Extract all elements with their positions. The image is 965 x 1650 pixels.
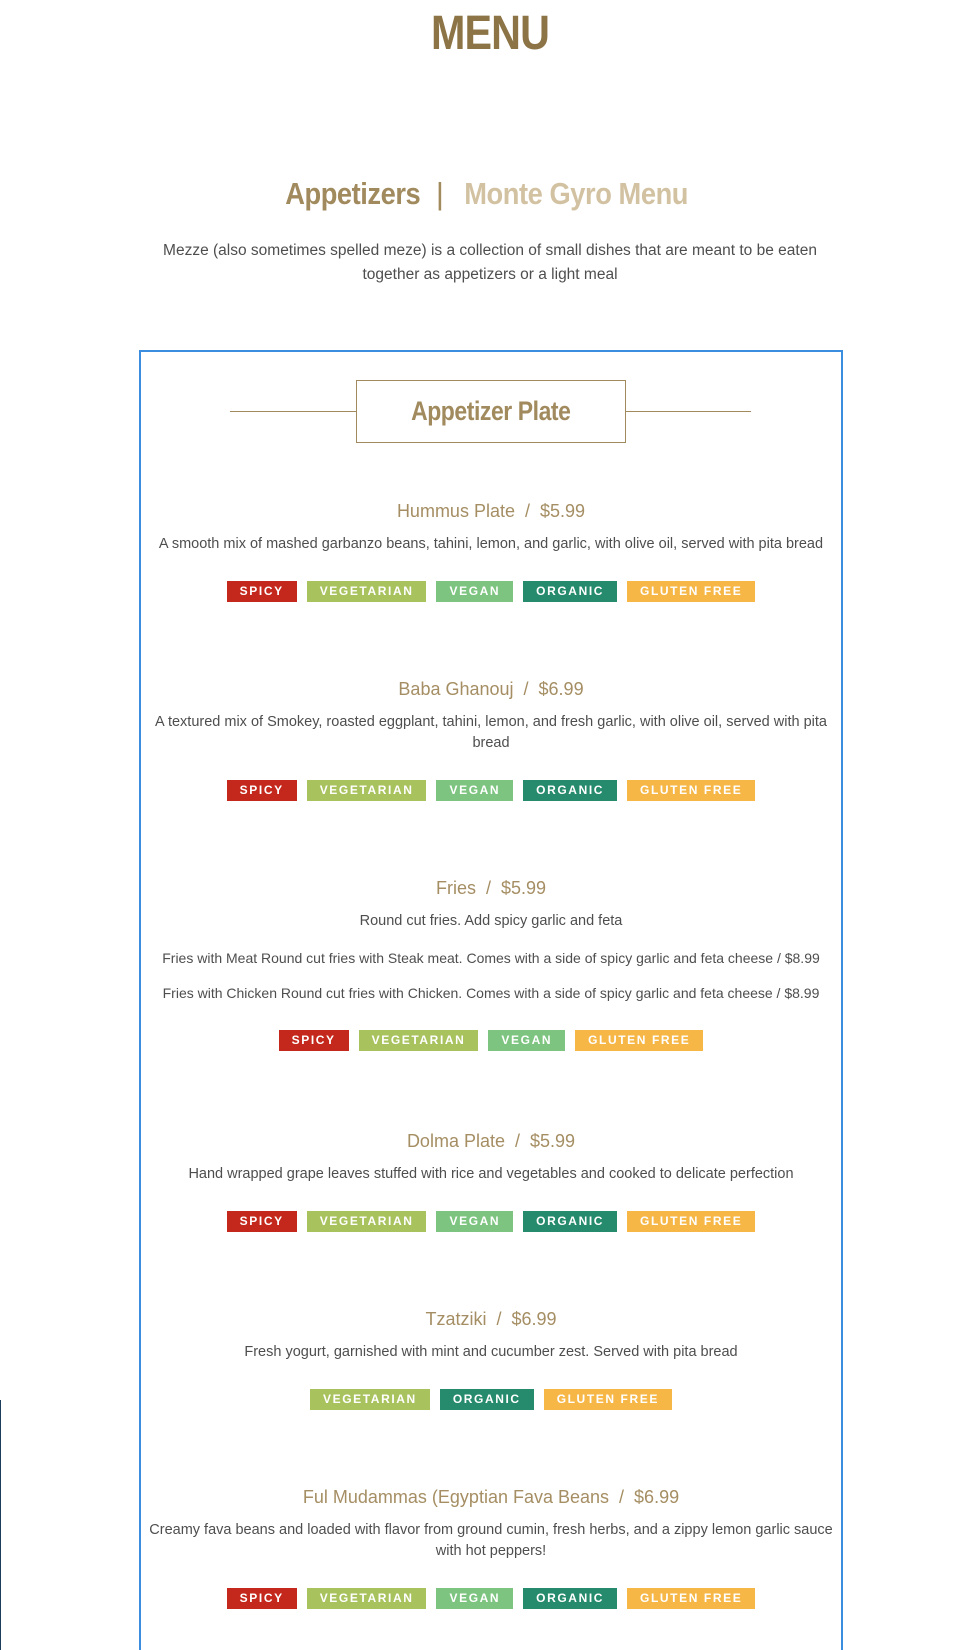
tag-spicy: SPICY	[227, 1588, 297, 1609]
menu-item-baba-ghanouj	[141, 677, 841, 801]
tag-gluten-free: GLUTEN FREE	[544, 1389, 672, 1410]
menu-item-dolma-plate	[141, 1129, 841, 1232]
plate-title: Appetizer Plate	[411, 396, 571, 426]
item-price: $6.99	[511, 1309, 557, 1329]
item-title	[141, 1307, 841, 1331]
item-price: $6.99	[538, 679, 584, 699]
item-description: Hand wrapped grape leaves stuffed with rice and vegetables and cooked to delicate perfection	[188, 1166, 794, 1182]
tag-vegetarian: VEGETARIAN	[359, 1030, 479, 1051]
item-variant: Fries with Chicken Round cut fries with Chicken. Comes with a side of spicy garlic and feta cheese / $8.99	[162, 985, 820, 1001]
section-heading	[0, 176, 965, 212]
tag-vegetarian: VEGETARIAN	[307, 1588, 427, 1609]
tag-spicy: SPICY	[279, 1030, 349, 1051]
item-tags	[141, 1211, 841, 1232]
tag-organic: ORGANIC	[523, 1211, 617, 1232]
item-separator: /	[485, 878, 491, 898]
item-title	[141, 876, 841, 900]
item-description: Round cut fries. Add spicy garlic and feta	[359, 913, 623, 929]
section-subtitle: Monte Gyro Menu	[464, 176, 689, 211]
section-separator: |	[435, 176, 444, 211]
tag-gluten-free: GLUTEN FREE	[627, 581, 755, 602]
tag-vegetarian: VEGETARIAN	[307, 780, 427, 801]
item-price: $6.99	[634, 1487, 680, 1507]
tag-gluten-free: GLUTEN FREE	[627, 1588, 755, 1609]
item-name: Dolma Plate	[406, 1131, 505, 1151]
item-tags	[141, 581, 841, 602]
item-separator: /	[514, 1131, 520, 1151]
tag-vegan: VEGAN	[488, 1030, 565, 1051]
plate-title-box	[356, 380, 626, 443]
tag-vegetarian: VEGETARIAN	[307, 581, 427, 602]
item-separator: /	[619, 1487, 625, 1507]
item-title	[141, 499, 841, 523]
item-name: Fries	[435, 878, 476, 898]
section-title: Appetizers	[285, 176, 421, 211]
tag-organic: ORGANIC	[523, 581, 617, 602]
divider-right	[626, 411, 751, 412]
tag-spicy: SPICY	[227, 780, 297, 801]
section-intro: Mezze (also sometimes spelled meze) is a collection of small dishes that are meant to be eaten together as appetizers or a light meal	[163, 242, 817, 283]
tag-spicy: SPICY	[227, 1211, 297, 1232]
item-variant: Fries with Meat Round cut fries with Steak meat. Comes with a side of spicy garlic and feta cheese / $8.99	[162, 950, 820, 966]
tag-gluten-free: GLUTEN FREE	[627, 1211, 755, 1232]
tag-gluten-free: GLUTEN FREE	[627, 780, 755, 801]
tag-vegan: VEGAN	[436, 1588, 513, 1609]
item-description: Fresh yogurt, garnished with mint and cucumber zest. Served with pita bread	[244, 1344, 738, 1360]
tag-vegan: VEGAN	[436, 1211, 513, 1232]
tag-spicy: SPICY	[227, 581, 297, 602]
item-price: $5.99	[540, 501, 586, 521]
menu-item-fries	[141, 876, 841, 1051]
item-tags	[141, 1389, 841, 1410]
item-title	[141, 1129, 841, 1153]
page-title: MENU	[430, 7, 550, 60]
item-price: $5.99	[530, 1131, 576, 1151]
item-separator: /	[523, 679, 529, 699]
item-separator: /	[496, 1309, 502, 1329]
item-title	[141, 677, 841, 701]
tag-vegetarian: VEGETARIAN	[307, 1211, 427, 1232]
item-title	[141, 1485, 841, 1509]
item-name: Ful Mudammas (Egyptian Fava Beans	[302, 1487, 610, 1507]
item-name: Hummus Plate	[396, 501, 515, 521]
item-name: Baba Ghanouj	[398, 679, 514, 699]
item-name: Tzatziki	[425, 1309, 487, 1329]
item-price: $5.99	[500, 878, 547, 898]
item-tags	[141, 780, 841, 801]
tag-organic: ORGANIC	[523, 780, 617, 801]
menu-item-ful-mudammas	[141, 1485, 841, 1609]
divider-left	[230, 411, 356, 412]
item-description: A smooth mix of mashed garbanzo beans, tahini, lemon, and garlic, with olive oil, served with pita bread	[158, 536, 824, 552]
tag-gluten-free: GLUTEN FREE	[575, 1030, 703, 1051]
tag-organic: ORGANIC	[523, 1588, 617, 1609]
menu-item-tzatziki	[141, 1307, 841, 1410]
item-description: A textured mix of Smokey, roasted eggplant, tahini, lemon, and fresh garlic, with olive oil, served with pita bread	[155, 714, 827, 751]
item-separator: /	[524, 501, 530, 521]
tag-vegan: VEGAN	[436, 780, 513, 801]
item-tags	[141, 1588, 841, 1609]
left-edge-border	[0, 1400, 1, 1650]
menu-item-hummus-plate	[141, 499, 841, 602]
tag-vegan: VEGAN	[436, 581, 513, 602]
item-tags	[141, 1030, 841, 1051]
item-description: Creamy fava beans and loaded with flavor from ground cumin, fresh herbs, and a zippy lemon garlic sauce with hot peppers!	[149, 1522, 833, 1559]
tag-vegetarian: VEGETARIAN	[310, 1389, 430, 1410]
tag-organic: ORGANIC	[440, 1389, 534, 1410]
